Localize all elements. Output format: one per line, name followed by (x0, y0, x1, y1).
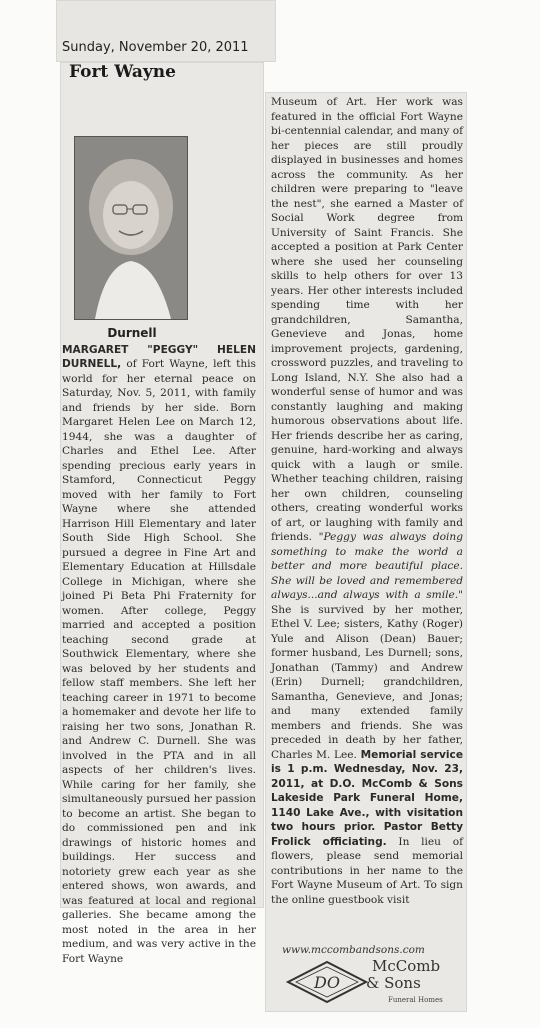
photo-caption: Durnell (107, 326, 157, 340)
guestbook-website: www.mccombandsons.com (282, 944, 425, 956)
logo-name (366, 957, 441, 992)
closing-text: In lieu of flowers, please send memorial contributions in her name to the Fort Wayne Museum of Art. To sign the online guestbook visit (271, 835, 463, 906)
obituary-intro-text: of Fort Wayne, left this world for her eternal peace on Saturday, Nov. 5, 2011, with family and friends by her side. Born Margaret Helen Lee on March 12, 1944, she was a daughter of Charles and Ethel Lee. After spending precious early years in Stamford, Connecticut Peggy moved with her family to Fort Wayne where she attended Harrison Hill Elementary and later South Side High School. She pursued a degree in Fine Art and Elementary Education at Hillsdale College in Michigan, where she joined Pi Beta Phi Fraternity for women. After college, Peggy married and accepted a position teaching second grade at Southwick Elementary, where she was beloved by her students and fellow staff members. She left her teaching career in 1971 to become a homemaker and devote her life to raising her two sons, Jonathan R. and Andrew C. Durnell. She was involved in the PTA and in all aspects of her children's lives. While caring for her family, she simultaneously pursued her passion to become an artist. She began to do commissioned pen and ink drawings of historic homes and buildings. Her success and notoriety grew each year as she entered shows, won awards, and was featured at local and regional galleries. She became among the most noted in the area in her medium, and was very active in the Fort Wayne (62, 358, 256, 965)
portrait-block (74, 96, 190, 341)
diamond-monogram-icon (286, 960, 368, 1004)
logo-name-line2: & Sons (366, 974, 421, 992)
logo-subtitle: Funeral Homes (388, 996, 443, 1004)
obituary-continued-text: Museum of Art. Her work was featured in the official Fort Wayne bi-centennial calendar, and many of her pieces are still proudly displayed in businesses and homes across the community. As her children were preparing to "leave the nest", she earned a Master of Social Work degree from University of Saint Francis. She accepted a position at Park Center where she used her counseling skills to help others for over 13 years. Her other interests included spending time with her grandchildren, Samantha, Genevieve and Jonas, home improvement projects, gardening, crossword puzzles, and traveling to Long Island, N.Y. She also had a wonderful sense of humor and was constantly laughing and making humorous observations about life. Her friends describe her as caring, genuine, hard-working and always quick with a laugh or smile. Whether teaching children, raising her own children, counseling others, creating wonderful works of art, or laughing with family and friends. (271, 96, 463, 543)
logo-monogram: DO (314, 973, 340, 992)
publication-date: Sunday, November 20, 2011 (62, 40, 249, 55)
city-heading: Fort Wayne (69, 62, 176, 82)
logo-name-line1: McComb (372, 957, 441, 975)
obituary-right-column (271, 95, 463, 955)
funeral-home-logo (286, 958, 466, 1008)
portrait-photo (74, 136, 188, 320)
survivors-text: She is survived by her mother, Ethel V. Lee; sisters, Kathy (Roger) Yule and Alison (Dean) Bauer; former husband, Les Durnell; sons, Jonathan (Tammy) and Andrew (Erin) Durnell; grandchildren, Samantha, Genevieve, and Jonas; and many extended family members and friends. She was preceded in death by her father, Charles M. Lee. (271, 603, 463, 761)
obituary-left-column (62, 96, 256, 965)
service-details: Memorial service is 1 p.m. Wednesday, Nov. 23, 2011, at D.O. McComb & Sons Lakeside Park Funeral Home, 1140 Lake Ave., with visitation two hours prior. Pastor Betty Frolick officiating. (271, 748, 464, 848)
tribute-quote: "Peggy was always doing something to make the world a better and more beautiful place. She will be loved and remembered always...and always with a smile." (271, 531, 463, 601)
decedent-name: MARGARET "PEGGY" HELEN DURNELL, (62, 343, 256, 370)
portrait-image (75, 137, 187, 319)
